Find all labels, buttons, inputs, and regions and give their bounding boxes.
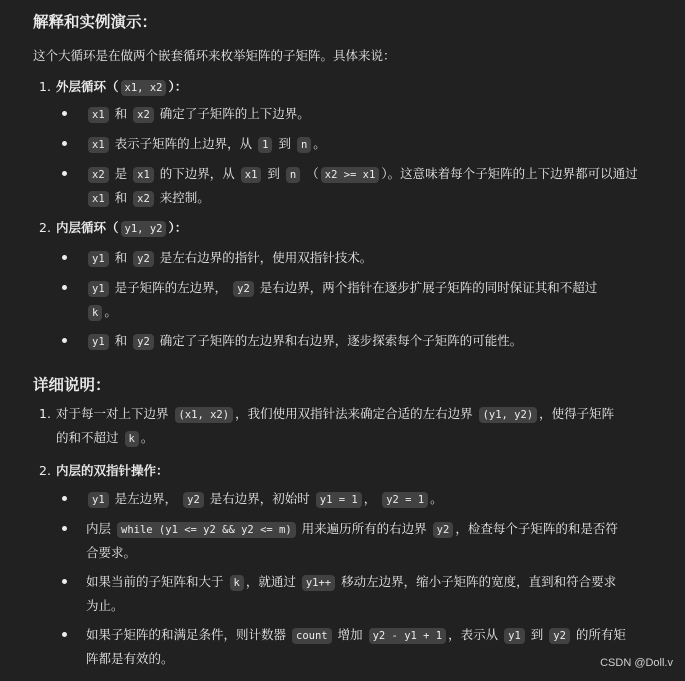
bullet-dot [62, 111, 67, 116]
inline-code: x1, x2 [121, 80, 167, 96]
list-item-outer-loop: 1. 外层循环（ x1, x2 ）： [39, 79, 188, 94]
bullet-dot [62, 171, 67, 176]
intro-paragraph: 这个大循环是在做两个嵌套循环来枚举矩阵的子矩阵。具体来说： [33, 48, 396, 63]
section-title-explanation: 解释和实例演示： [33, 13, 158, 31]
outer-loop-label: 外层循环 [56, 79, 107, 94]
section-title-details: 详细说明： [33, 376, 111, 394]
bullet-dot [62, 526, 67, 531]
bullet-dot [62, 255, 67, 260]
bullet-dot [62, 632, 67, 637]
inner-loop-label: 内层循环 [56, 220, 107, 235]
watermark: CSDN @Doll.v [600, 657, 673, 669]
bullet-dot [62, 496, 67, 501]
bullet-dot [62, 285, 67, 290]
bullet-dot [62, 141, 67, 146]
inline-code: y1, y2 [121, 221, 167, 237]
bullet-dot [62, 579, 67, 584]
list-item-detail-2: 2. 内层的双指针操作： [39, 463, 169, 478]
two-pointer-label: 内层的双指针操作 [56, 463, 157, 478]
list-item-inner-loop: 2. 内层循环（ y1, y2 ）： [39, 220, 188, 235]
bullet-dot [62, 338, 67, 343]
